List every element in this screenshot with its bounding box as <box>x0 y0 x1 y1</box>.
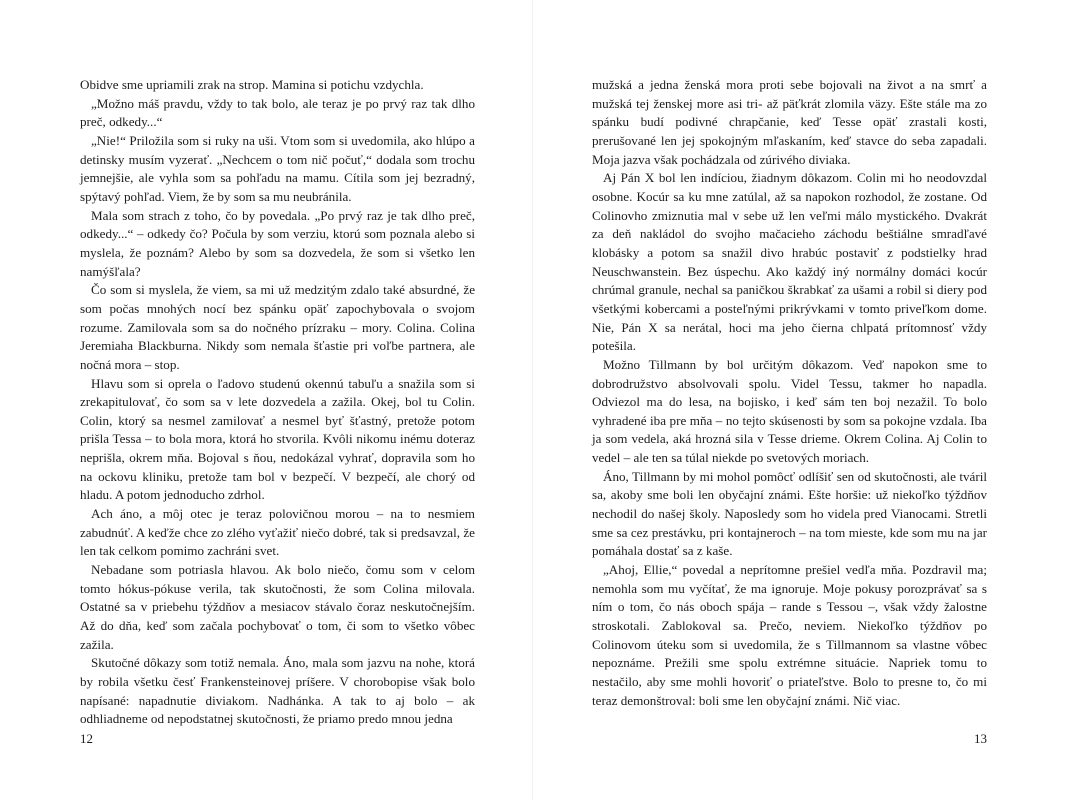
right-page <box>533 0 1067 800</box>
page-number: 13 <box>974 731 987 746</box>
paragraph: „Možno máš pravdu, vždy to tak bolo, ale teraz je po prvý raz tak dlho preč, odkedy...“ <box>80 95 475 130</box>
paragraph: Hlavu som si oprela o ľadovo studenú okennú tabuľu a snažila som si zrekapitulovať, čo som sa v lete dozvedela a zažila. Okej, bol tu Colin. Colin, ktorý sa nesmel zamilovať a nesmel byť šťastný, pretože potom prišla Tessa – to bola mora, ktorá ho stvorila. Kvôli nikomu inému doteraz neprišla, okrem mňa. Bojoval s ňou, nedokázal vyhrať, dopravila som ho na ockovu kliniku, pretože tam bol v bezpečí. V bezpečí, ale chorý od hladu. A potom jednoducho zdrhol. <box>80 375 475 503</box>
paragraph: Aj Pán X bol len indíciou, žiadnym dôkazom. Colin mi ho neodovzdal osobne. Kocúr sa ku mne zatúlal, až sa napokon rozhodol, že zostane. Od Colinovho zmiznutia mal v sebe už len veľmi málo mystického. Dvakrát za deň nakládol do svojho mačacieho záchodu beštiálne smradľavé klobásky a potom sa snažil divo hrabúc postaviť z podstielky hrad Neuschwanstein. Bez úspechu. Ako každý iný normálny domáci kocúr chrúmal granule, nechal sa paničkou škrabkať za ušami a robil si diery pod všetkými kobercami a posteľnými prikrývkami v tomto priveľkom dome. Nie, Pán X sa nerátal, hoci ma jeho čierna chlpatá prítomnosť vždy potešila. <box>592 170 987 354</box>
page-number: 12 <box>80 731 93 746</box>
paragraph: Obidve sme upriamili zrak na strop. Mamina si potichu vzdychla. <box>80 77 424 92</box>
paragraph: Mala som strach z toho, čo by povedala. „Po prvý raz je tak dlho preč, odkedy...“ – odkedy čo? Počula by som verziu, ktorú som poznala alebo si myslela, že poznám? Alebo by som sa dozvedela, že som si všetko len namýšľala? <box>80 207 475 279</box>
left-page-text <box>80 76 475 729</box>
paragraph: mužská a jedna ženská mora proti sebe bojovali na život a na smrť a mužská tej ženskej more asi tri- až päťkrát zlomila väzy. Ešte stále ma zo spánku budí podivné chrapčanie, keď Tesse opäť zrastali kosti, prerušované len jej spokojným mľaskaním, keď stavce do seba zapadali. Moja jazva však pochádzala od zúrivého diviaka. <box>592 77 987 167</box>
paragraph: Ach áno, a môj otec je teraz polovičnou morou – na to nesmiem zabudnúť. A keďže chce zo zlého vyťažiť niečo dobré, tak si predsavzal, že len tak celkom pomimo zachráni svet. <box>80 506 475 559</box>
right-page-text <box>592 76 987 710</box>
paragraph: Skutočné dôkazy som totiž nemala. Áno, mala som jazvu na nohe, ktorá by robila všetku česť Frankensteinovej príšere. V chorobopise však bolo napísané: napadnutie diviakom. Nadhánka. A tak to aj bolo – ak odhliadneme od nepodstatnej skutočnosti, že priamo predo mnou jedna <box>80 655 475 727</box>
paragraph: Čo som si myslela, že viem, sa mi už medzitým zdalo také absurdné, že som počas mnohých nocí bez spánku opäť zapochybovala o svojom rozume. Zamilovala som sa do nočného prízraku – mory. Colina. Colina Jeremiaha Blackburna. Nikdy som nemala šťastie pri voľbe partnera, ale nočná mora – stop. <box>80 282 475 372</box>
paragraph: „Ahoj, Ellie,“ povedal a neprítomne prešiel vedľa mňa. Pozdravil ma; nemohla som mu vyčítať, že ma ignoruje. Moje pokusy porozprávať sa s ním o tom, čo nás oboch spája – rande s Tessou –, však vždy žalostne stroskotali. Zablokoval sa. Prečo, neviem. Niekoľko týždňov po Colinovom úteku som si uvedomila, že s Tillmannom sa vlastne vôbec nepoznáme. Prežili sme spolu extrémne situácie. Napriek tomu to nestačilo, aby sme mohli hovoriť o priateľstve. Bolo to presne to, čo mi teraz demonštroval: boli sme len obyčajní známi. Nič viac. <box>592 562 987 708</box>
left-page <box>0 0 533 800</box>
paragraph: „Nie!“ Priložila som si ruky na uši. Vtom som si uvedomila, ako hlúpo a detinsky musím vyzerať. „Nechcem o tom nič počuť,“ dodala som trochu jemnejšie, ale vyhla som sa pohľadu na mamu. Cítila som jej bezradný, spýtavý pohľad. Viem, že by som sa mu neubránila. <box>80 132 475 204</box>
paragraph: Nebadane som potriasla hlavou. Ak bolo niečo, čomu som v celom tomto hókus-pókuse verila, tak skutočnosti, že som Colina milovala. Ostatné sa v priebehu týždňov a mesiacov stávalo čoraz neskutočnejším. Až do dňa, keď som začala pochybovať o tom, či som to všetko vôbec zažila. <box>80 562 475 652</box>
paragraph: Áno, Tillmann by mi mohol pomôcť odlíšiť sen od skutočnosti, ale tváril sa, akoby sme boli len obyčajní známi. Ešte horšie: už niekoľko týždňov nechodil do našej školy. Naposledy som ho videla pred Vianocami. Stretli sme sa cez prestávku, pri kontajneroch – na tom mieste, kde som mu na jar pomáhala dostať sa z kaše. <box>592 468 987 559</box>
paragraph: Možno Tillmann by bol určitým dôkazom. Veď napokon sme to dobrodružstvo absolvovali spolu. Videl Tessu, takmer ho napadla. Odviezol ma do lesa, na bojisko, i keď sám ten boj nezažil. To bolo vyhradené iba pre mňa – no tejto skúsenosti by som sa pokojne vzdala. Iba ja som vedela, aká hrozná sila v Tesse drieme. Okrem Colina. Aj Colin to vedel – ale ten sa túlal niekde po svetových moriach. <box>592 356 987 466</box>
